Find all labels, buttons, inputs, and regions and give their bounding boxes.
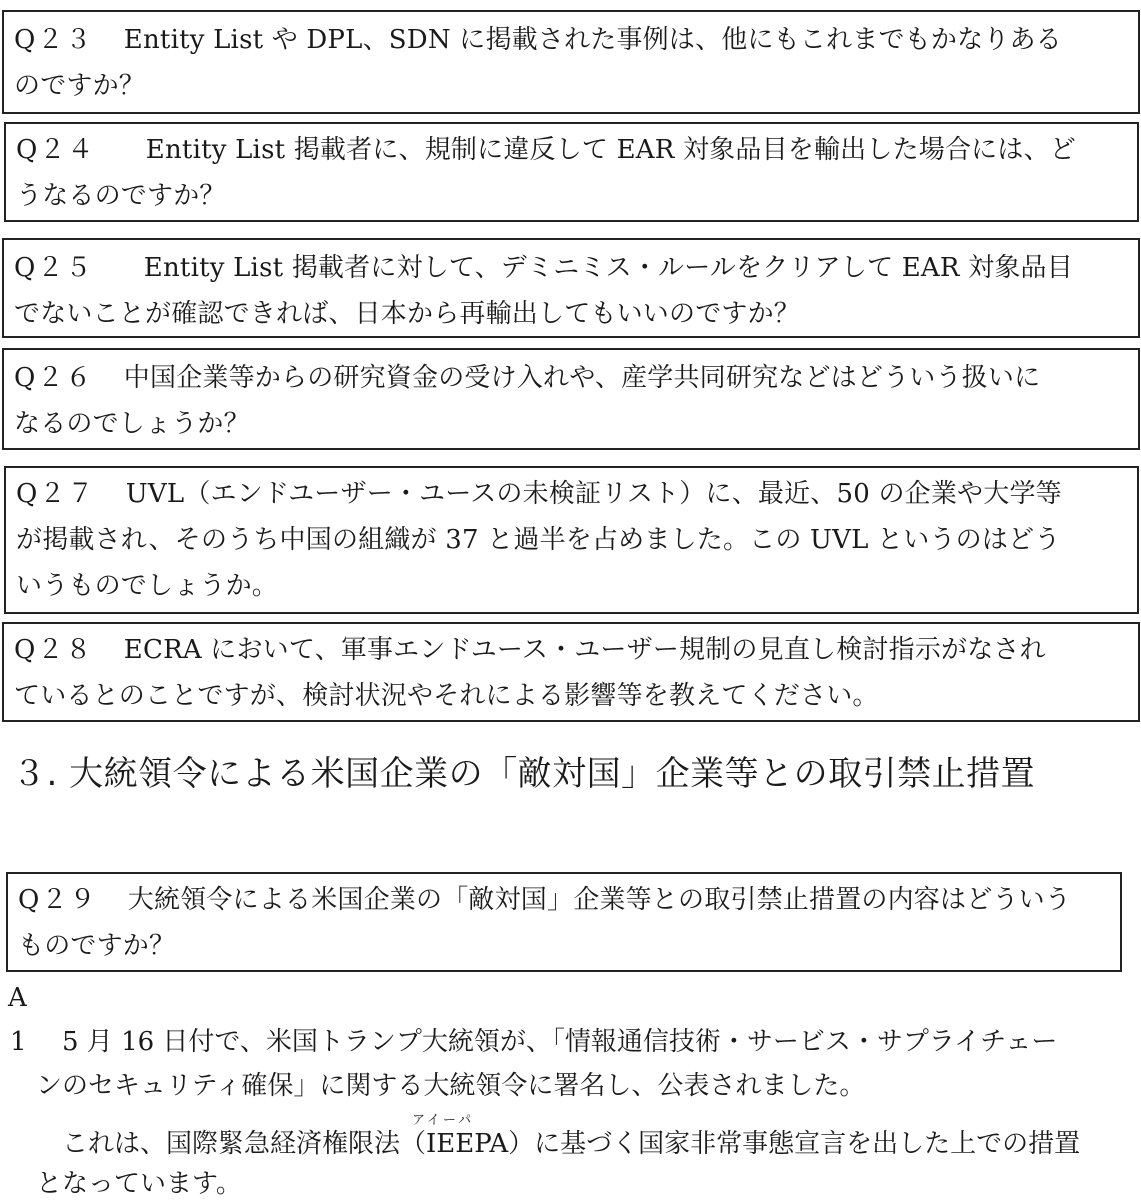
question-box-q29 bbox=[6, 872, 1122, 972]
question-text: UVL（エンドユーザー・ユースの未検証リスト）に、最近、50 の企業や大学等 bbox=[125, 479, 1062, 509]
question-line: いうものでしょうか。 bbox=[16, 571, 279, 601]
question-line bbox=[14, 634, 1046, 666]
answer-paragraph-1-line-2: ンのセキュリティ確保」に関する大統領令に署名し、公表されました。 bbox=[36, 1071, 866, 1101]
question-line bbox=[16, 478, 1062, 510]
question-box-q28 bbox=[2, 622, 1140, 722]
question-number: Q２８ bbox=[14, 635, 94, 665]
question-number: Q２３ bbox=[14, 25, 94, 55]
question-text: Entity List や DPL、SDN に掲載された事例は、他にもこれまでもかなりある bbox=[123, 25, 1062, 55]
question-line: ているとのことですが、検討状況やそれによる影響等を教えてください。 bbox=[14, 681, 879, 711]
question-text: ECRA において、軍事エンドユース・ユーザー規制の見直し検討指示がなされ bbox=[123, 635, 1046, 665]
question-box-q23 bbox=[2, 10, 1140, 114]
ruby-annotation: アイーパ bbox=[412, 1113, 475, 1128]
question-line: なるのでしょうか？ bbox=[14, 409, 250, 439]
question-box-q26 bbox=[2, 348, 1140, 450]
question-line: うなるのですか？ bbox=[16, 181, 226, 211]
question-line: が掲載され、そのうち中国の組織が 37 と過半を占めました。この UVL というのはどう bbox=[16, 525, 1061, 555]
question-line: ものですか？ bbox=[18, 931, 176, 961]
question-text: 大統領令による米国企業の「敵対国」企業等との取引禁止措置の内容はどういう bbox=[127, 885, 1071, 915]
question-box-q25 bbox=[2, 238, 1140, 338]
answer-paragraph-2-line-1: これは、国際緊急経済権限法（IEEPA）に基づく国家非常事態宣言を出した上での措置 bbox=[62, 1129, 1081, 1159]
question-number: Q２９ bbox=[18, 885, 98, 915]
answer-label: A bbox=[8, 983, 27, 1013]
question-number: Q２６ bbox=[14, 363, 94, 393]
section-heading: ３. 大統領令による米国企業の「敵対国」企業等との取引禁止措置 bbox=[12, 754, 1036, 794]
question-number: Q２５ bbox=[14, 253, 94, 283]
question-line: のですか？ bbox=[14, 71, 146, 101]
question-box-q24 bbox=[4, 122, 1139, 222]
question-text: 中国企業等からの研究資金の受け入れや、産学共同研究などはどういう扱いに bbox=[123, 363, 1041, 393]
question-line bbox=[14, 24, 1062, 56]
question-text: Entity List 掲載者に対して、デミニミス・ルールをクリアして EAR 対象品目 bbox=[143, 253, 1073, 283]
question-number: Q２７ bbox=[16, 479, 96, 509]
answer-paragraph-2-line-2: となっています。 bbox=[36, 1169, 242, 1199]
answer-paragraph-1-line-1: 5 月 16 日付で、米国トランプ大統領が、「情報通信技術・サービス・サプライチェー bbox=[62, 1027, 1058, 1057]
question-text: Entity List 掲載者に、規制に違反して EAR 対象品目を輸出した場合には、ど bbox=[145, 135, 1076, 165]
question-box-q27 bbox=[4, 466, 1139, 614]
question-line bbox=[16, 134, 1076, 166]
question-line bbox=[14, 252, 1073, 284]
question-line bbox=[18, 884, 1071, 916]
question-number: Q２４ bbox=[16, 135, 96, 165]
question-line bbox=[14, 362, 1040, 394]
answer-item-number: 1 bbox=[10, 1027, 27, 1057]
question-line: でないことが確認できれば、日本から再輸出してもいいのですか？ bbox=[14, 299, 801, 329]
